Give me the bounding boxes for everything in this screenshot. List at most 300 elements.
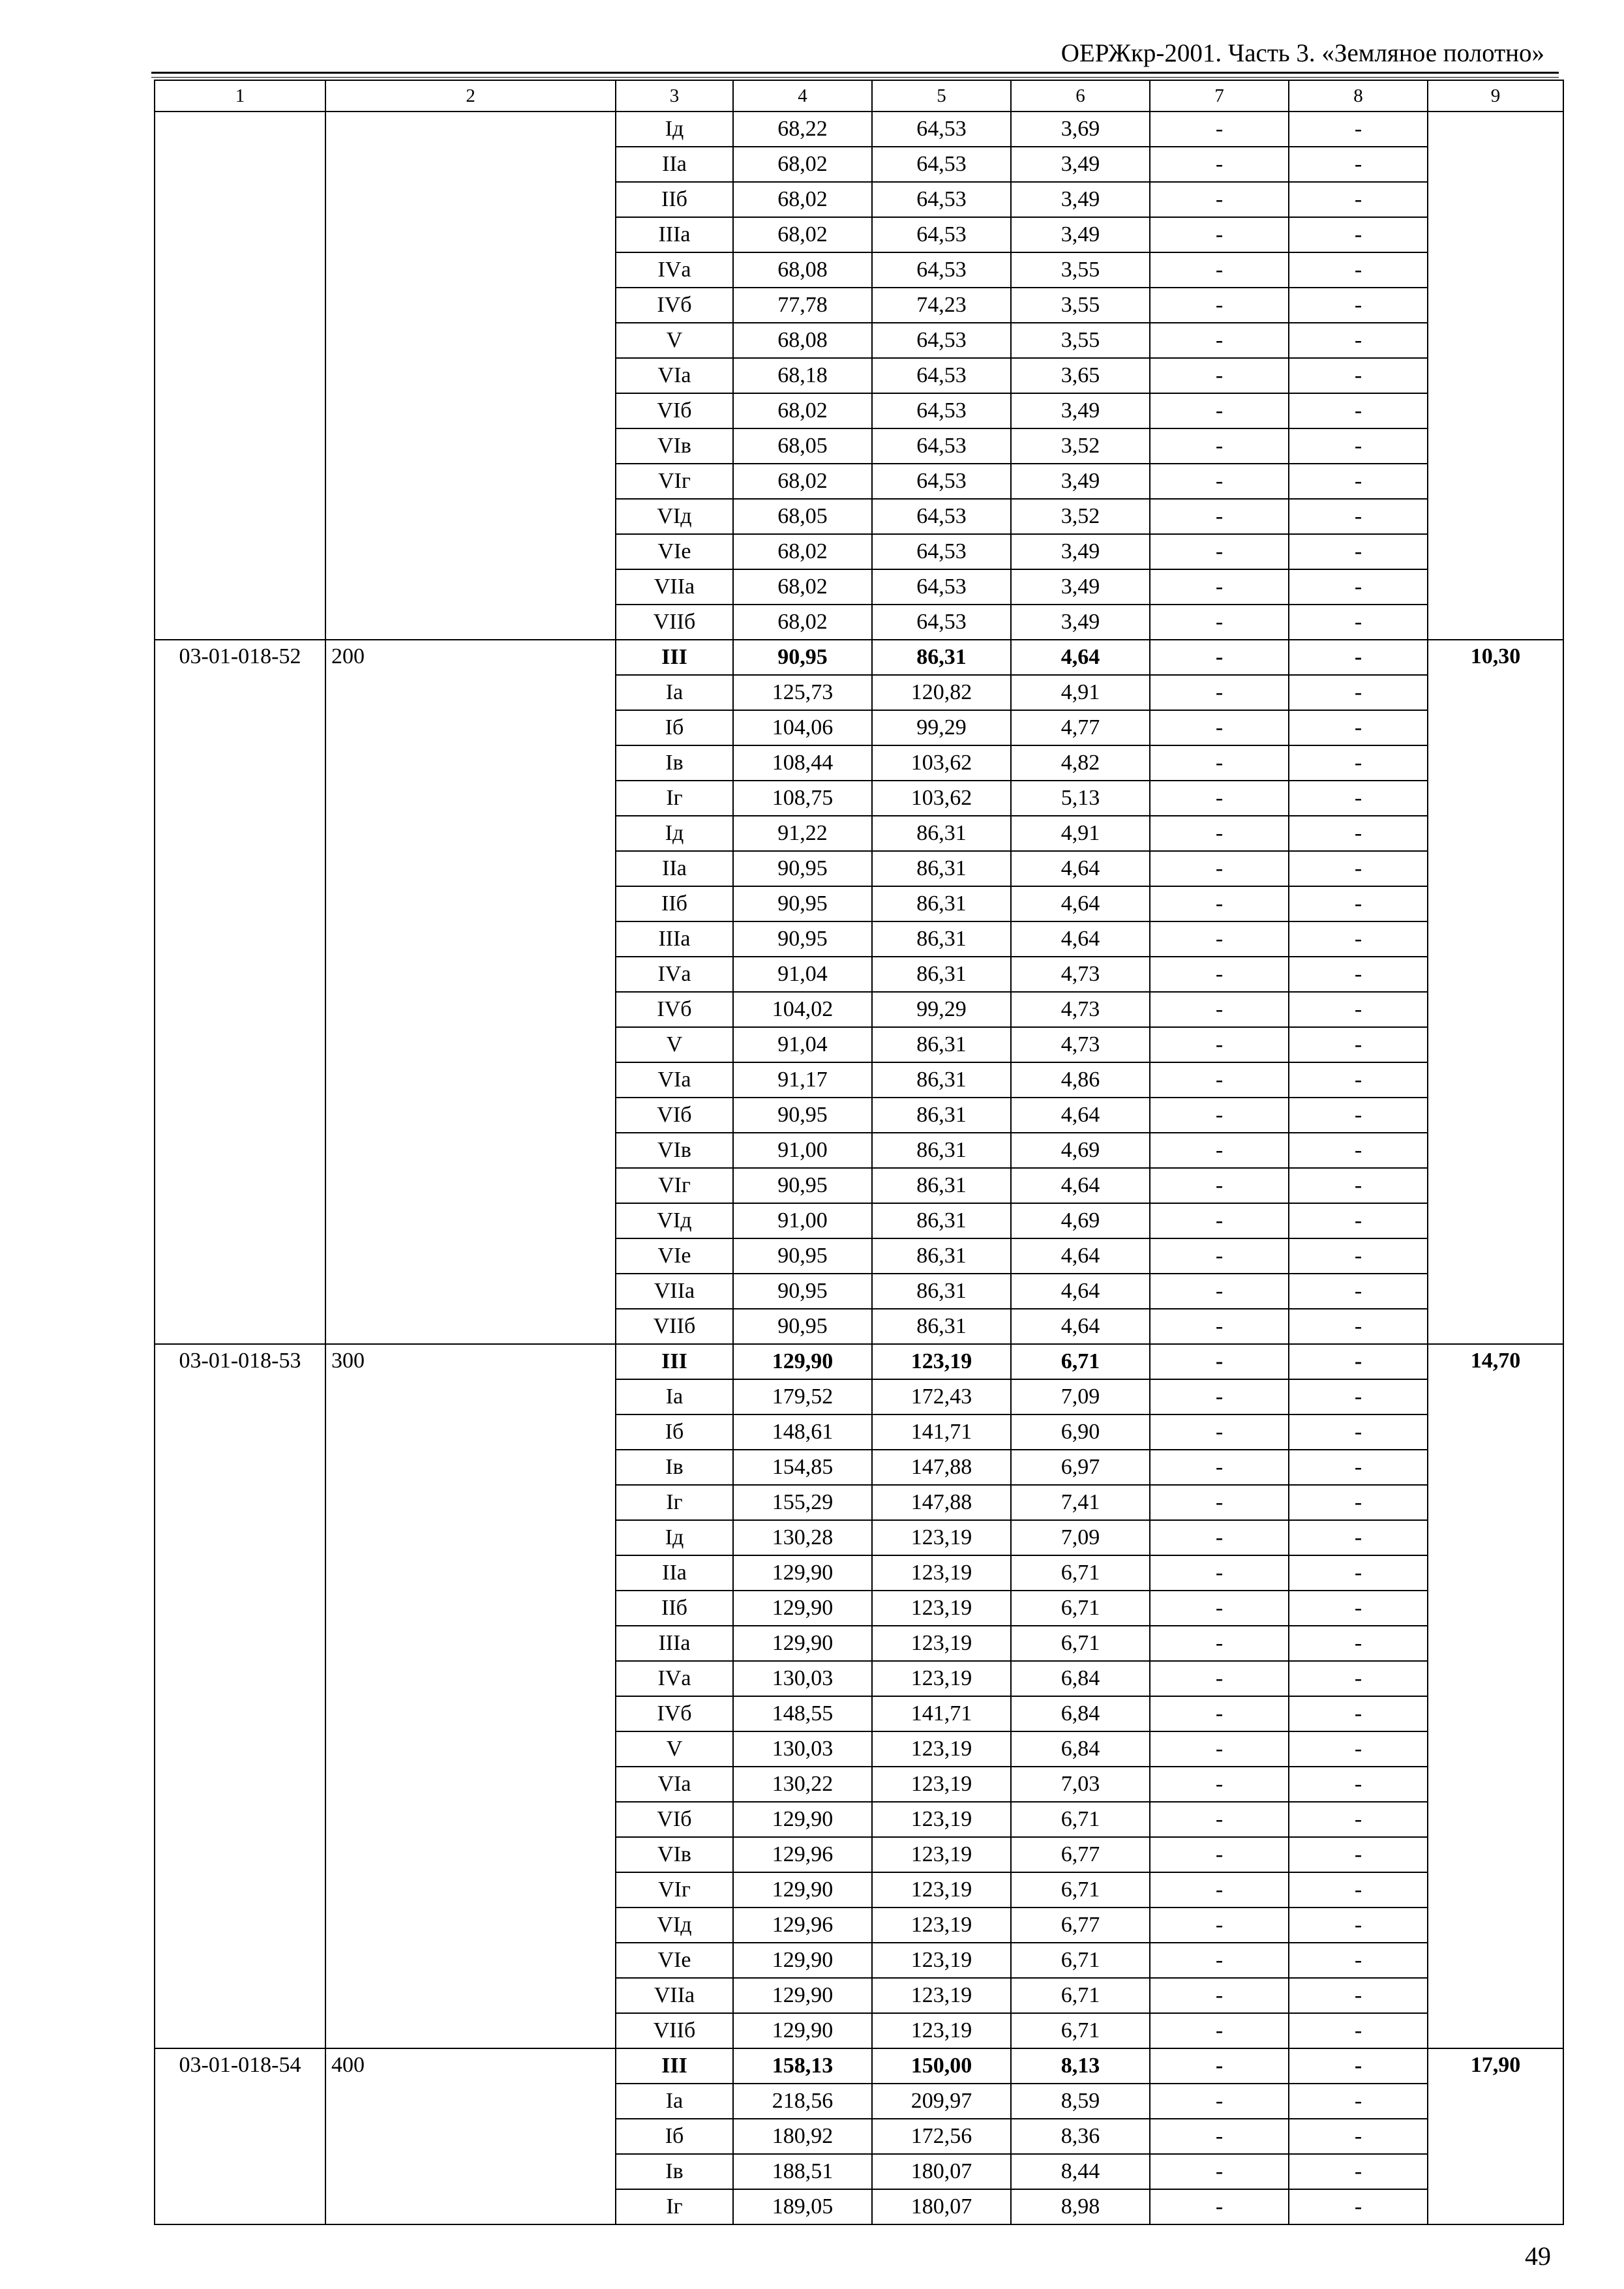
- table-cell: V: [616, 323, 733, 358]
- table-cell: -: [1289, 2084, 1428, 2119]
- table-cell: -: [1289, 323, 1428, 358]
- table-cell: VIг: [616, 1872, 733, 1908]
- header-rule-thick: [151, 72, 1559, 74]
- table-cell: -: [1150, 112, 1289, 147]
- table-cell: VIд: [616, 499, 733, 534]
- rates-table: [154, 80, 1564, 2225]
- table-cell: 108,75: [733, 781, 872, 816]
- table-cell: VIIа: [616, 569, 733, 605]
- table-cell: IIIа: [616, 217, 733, 252]
- table-cell: Iв: [616, 1450, 733, 1485]
- table-cell: -: [1150, 1344, 1289, 1379]
- table-cell: 129,90: [733, 1978, 872, 2013]
- table-cell: -: [1289, 640, 1428, 675]
- table-cell: -: [1289, 1203, 1428, 1238]
- table-cell: 4,64: [1011, 921, 1150, 957]
- table-cell: 68,08: [733, 252, 872, 288]
- table-cell: 179,52: [733, 1379, 872, 1414]
- table-cell: -: [1150, 499, 1289, 534]
- table-cell: -: [1289, 1872, 1428, 1908]
- table-cell: 6,97: [1011, 1450, 1150, 1485]
- table-cell: Iд: [616, 112, 733, 147]
- table-cell: 91,04: [733, 1027, 872, 1062]
- table-cell: 8,13: [1011, 2048, 1150, 2084]
- table-cell: 209,97: [872, 2084, 1011, 2119]
- table-cell: -: [1150, 358, 1289, 393]
- table-cell: VIг: [616, 1168, 733, 1203]
- table-cell: 68,02: [733, 534, 872, 569]
- table-cell: -: [1150, 393, 1289, 428]
- table-cell: 108,44: [733, 745, 872, 781]
- table-cell: -: [1150, 745, 1289, 781]
- table-cell: 4,77: [1011, 710, 1150, 745]
- table-cell: 123,19: [872, 1802, 1011, 1837]
- table-cell: -: [1289, 1767, 1428, 1802]
- table-cell: -: [1150, 1027, 1289, 1062]
- table-cell: -: [1289, 1238, 1428, 1274]
- table-cell: -: [1289, 147, 1428, 182]
- table-cell: Iб: [616, 710, 733, 745]
- table-cell: 130,03: [733, 1731, 872, 1767]
- table-cell: 90,95: [733, 1238, 872, 1274]
- table-cell: 172,43: [872, 1379, 1011, 1414]
- table-cell: 123,19: [872, 1908, 1011, 1943]
- table-cell: -: [1150, 2119, 1289, 2154]
- table-cell: 3,49: [1011, 393, 1150, 428]
- table-cell: -: [1150, 886, 1289, 921]
- table-cell: 64,53: [872, 393, 1011, 428]
- table-cell: 123,19: [872, 1872, 1011, 1908]
- table-cell: VIIб: [616, 1309, 733, 1344]
- total-cell: 17,90: [1428, 2048, 1563, 2224]
- table-cell: 3,49: [1011, 217, 1150, 252]
- table-cell: -: [1289, 781, 1428, 816]
- table-cell: 64,53: [872, 323, 1011, 358]
- table-cell: 4,64: [1011, 1309, 1150, 1344]
- table-cell: 68,02: [733, 393, 872, 428]
- table-cell: 123,19: [872, 1661, 1011, 1696]
- page-header-title: ОЕРЖкр-2001. Часть 3. «Земляное полотно»: [1060, 39, 1544, 67]
- table-cell: 123,19: [872, 1767, 1011, 1802]
- table-cell: -: [1289, 1168, 1428, 1203]
- table-cell: 90,95: [733, 1168, 872, 1203]
- table-cell: -: [1150, 1767, 1289, 1802]
- table-cell: 3,55: [1011, 252, 1150, 288]
- table-cell: IVб: [616, 288, 733, 323]
- table-cell: 86,31: [872, 886, 1011, 921]
- table-cell: 68,18: [733, 358, 872, 393]
- table-cell: -: [1289, 992, 1428, 1027]
- table-cell: 86,31: [872, 1027, 1011, 1062]
- table-cell: 86,31: [872, 851, 1011, 886]
- table-cell: IVа: [616, 1661, 733, 1696]
- table-cell: 86,31: [872, 1238, 1011, 1274]
- table-cell: 125,73: [733, 675, 872, 710]
- column-header: 9: [1428, 80, 1563, 112]
- table-cell: 68,02: [733, 605, 872, 640]
- table-cell: 3,52: [1011, 428, 1150, 464]
- table-cell: 6,71: [1011, 1943, 1150, 1978]
- table-cell: -: [1150, 252, 1289, 288]
- table-cell: IVа: [616, 252, 733, 288]
- table-cell: 123,19: [872, 1943, 1011, 1978]
- table-cell: -: [1150, 534, 1289, 569]
- table-cell: -: [1289, 816, 1428, 851]
- table-cell: 90,95: [733, 921, 872, 957]
- table-cell: -: [1150, 1872, 1289, 1908]
- table-cell: -: [1289, 217, 1428, 252]
- table-cell: 86,31: [872, 1203, 1011, 1238]
- table-cell: IVб: [616, 1696, 733, 1731]
- table-cell: -: [1150, 957, 1289, 992]
- table-cell: 6,71: [1011, 2013, 1150, 2048]
- table-cell: 6,90: [1011, 1414, 1150, 1450]
- table-cell: IIа: [616, 147, 733, 182]
- table-cell: -: [1150, 2189, 1289, 2224]
- table-cell: III: [616, 640, 733, 675]
- table-cell: -: [1289, 2119, 1428, 2154]
- table-cell: 77,78: [733, 288, 872, 323]
- table-cell: VIд: [616, 1908, 733, 1943]
- table-cell: VIа: [616, 1062, 733, 1098]
- table-cell: 129,90: [733, 1802, 872, 1837]
- table-cell: 64,53: [872, 569, 1011, 605]
- table-cell: Iд: [616, 816, 733, 851]
- table-cell: 130,03: [733, 1661, 872, 1696]
- table-cell: -: [1289, 1450, 1428, 1485]
- table-cell: -: [1150, 710, 1289, 745]
- table-cell: 86,31: [872, 1098, 1011, 1133]
- table-cell: 129,90: [733, 1943, 872, 1978]
- unit-cell: [325, 112, 616, 640]
- table-cell: 129,90: [733, 1591, 872, 1626]
- table-cell: -: [1150, 851, 1289, 886]
- table-cell: 180,92: [733, 2119, 872, 2154]
- table-cell: 68,22: [733, 112, 872, 147]
- header-rule-thin: [151, 77, 1559, 78]
- table-cell: 4,64: [1011, 1238, 1150, 1274]
- table-cell: 90,95: [733, 1309, 872, 1344]
- table-cell: 64,53: [872, 499, 1011, 534]
- table-cell: -: [1150, 182, 1289, 217]
- table-cell: 4,91: [1011, 816, 1150, 851]
- table-cell: -: [1289, 112, 1428, 147]
- table-body: [155, 112, 1563, 2224]
- table-cell: 99,29: [872, 992, 1011, 1027]
- table-cell: 3,49: [1011, 464, 1150, 499]
- table-cell: Iв: [616, 745, 733, 781]
- table-cell: 4,91: [1011, 675, 1150, 710]
- table-cell: -: [1150, 1238, 1289, 1274]
- column-header: 6: [1011, 80, 1150, 112]
- table-cell: 86,31: [872, 1133, 1011, 1168]
- table-cell: 123,19: [872, 1555, 1011, 1591]
- table-cell: -: [1289, 1485, 1428, 1520]
- table-cell: 123,19: [872, 1978, 1011, 2013]
- table-cell: 141,71: [872, 1696, 1011, 1731]
- table-cell: 3,69: [1011, 112, 1150, 147]
- column-header: 8: [1289, 80, 1428, 112]
- table-cell: 4,64: [1011, 1168, 1150, 1203]
- table-cell: VIв: [616, 1837, 733, 1872]
- table-cell: -: [1289, 288, 1428, 323]
- table-cell: 158,13: [733, 2048, 872, 2084]
- table-cell: 189,05: [733, 2189, 872, 2224]
- table-cell: 5,13: [1011, 781, 1150, 816]
- table-row: [155, 2048, 1563, 2084]
- table-cell: 4,64: [1011, 1098, 1150, 1133]
- table-cell: -: [1150, 428, 1289, 464]
- table-cell: -: [1150, 147, 1289, 182]
- table-cell: 6,84: [1011, 1661, 1150, 1696]
- table-cell: -: [1150, 1450, 1289, 1485]
- column-header: 4: [733, 80, 872, 112]
- table-cell: 218,56: [733, 2084, 872, 2119]
- table-cell: 6,71: [1011, 1872, 1150, 1908]
- table-cell: -: [1289, 1661, 1428, 1696]
- table-cell: -: [1150, 464, 1289, 499]
- table-cell: 64,53: [872, 428, 1011, 464]
- table-cell: 68,02: [733, 569, 872, 605]
- table-cell: 86,31: [872, 640, 1011, 675]
- table-cell: -: [1289, 1027, 1428, 1062]
- table-cell: -: [1150, 1943, 1289, 1978]
- table-cell: Iг: [616, 1485, 733, 1520]
- table-cell: -: [1289, 499, 1428, 534]
- table-cell: 68,02: [733, 147, 872, 182]
- table-cell: 103,62: [872, 781, 1011, 816]
- table-cell: -: [1150, 1485, 1289, 1520]
- table-cell: 180,07: [872, 2189, 1011, 2224]
- table-cell: -: [1289, 1520, 1428, 1555]
- table-cell: -: [1289, 1696, 1428, 1731]
- code-cell: [155, 112, 325, 640]
- table-cell: -: [1289, 1062, 1428, 1098]
- table-cell: -: [1289, 2048, 1428, 2084]
- table-cell: -: [1289, 252, 1428, 288]
- table-cell: 90,95: [733, 1274, 872, 1309]
- table-cell: VIв: [616, 428, 733, 464]
- table-cell: 123,19: [872, 1837, 1011, 1872]
- table-cell: -: [1150, 1379, 1289, 1414]
- table-cell: -: [1150, 1309, 1289, 1344]
- table-cell: 64,53: [872, 605, 1011, 640]
- table-cell: Iа: [616, 2084, 733, 2119]
- table-cell: 7,03: [1011, 1767, 1150, 1802]
- table-cell: 86,31: [872, 1168, 1011, 1203]
- table-cell: 130,28: [733, 1520, 872, 1555]
- table-cell: 68,05: [733, 499, 872, 534]
- table-cell: -: [1150, 217, 1289, 252]
- table-cell: 68,02: [733, 182, 872, 217]
- table-cell: 64,53: [872, 147, 1011, 182]
- table-cell: -: [1289, 1133, 1428, 1168]
- table-cell: -: [1289, 605, 1428, 640]
- table-row: [155, 640, 1563, 675]
- page-number: 49: [1525, 2241, 1551, 2271]
- table-cell: 104,02: [733, 992, 872, 1027]
- table-cell: -: [1289, 428, 1428, 464]
- table-cell: -: [1289, 1591, 1428, 1626]
- table-cell: VIе: [616, 1238, 733, 1274]
- table-cell: 129,90: [733, 1626, 872, 1661]
- table-cell: III: [616, 1344, 733, 1379]
- table-cell: -: [1150, 1591, 1289, 1626]
- table-cell: -: [1150, 1133, 1289, 1168]
- table-cell: 129,90: [733, 1555, 872, 1591]
- table-cell: VIв: [616, 1133, 733, 1168]
- column-header: 1: [155, 80, 325, 112]
- table-cell: -: [1150, 605, 1289, 640]
- table-cell: 86,31: [872, 1309, 1011, 1344]
- total-cell: 14,70: [1428, 1344, 1563, 2048]
- table-cell: -: [1289, 1414, 1428, 1450]
- table-cell: -: [1289, 1379, 1428, 1414]
- table-cell: 91,17: [733, 1062, 872, 1098]
- table-cell: 74,23: [872, 288, 1011, 323]
- table-cell: IIб: [616, 886, 733, 921]
- table-cell: 86,31: [872, 1274, 1011, 1309]
- table-cell: -: [1289, 957, 1428, 992]
- table-cell: VIб: [616, 393, 733, 428]
- table-cell: 123,19: [872, 1520, 1011, 1555]
- table-cell: VIб: [616, 1098, 733, 1133]
- table-cell: 64,53: [872, 182, 1011, 217]
- table-cell: -: [1289, 886, 1428, 921]
- table-cell: 64,53: [872, 358, 1011, 393]
- table-cell: -: [1289, 2013, 1428, 2048]
- table-cell: 6,77: [1011, 1908, 1150, 1943]
- table-cell: 123,19: [872, 2013, 1011, 2048]
- table-cell: III: [616, 2048, 733, 2084]
- table-cell: 6,71: [1011, 1591, 1150, 1626]
- table-cell: 141,71: [872, 1414, 1011, 1450]
- table-cell: -: [1150, 1908, 1289, 1943]
- table-cell: 86,31: [872, 1062, 1011, 1098]
- table-cell: -: [1150, 1274, 1289, 1309]
- table-cell: -: [1289, 851, 1428, 886]
- table-cell: 188,51: [733, 2154, 872, 2189]
- total-cell: 10,30: [1428, 640, 1563, 1344]
- column-header: 3: [616, 80, 733, 112]
- table-cell: 3,52: [1011, 499, 1150, 534]
- table-cell: 91,22: [733, 816, 872, 851]
- table-cell: V: [616, 1027, 733, 1062]
- table-cell: -: [1289, 182, 1428, 217]
- table-cell: 90,95: [733, 1098, 872, 1133]
- table-cell: 91,00: [733, 1203, 872, 1238]
- unit-cell: 200: [325, 640, 616, 1344]
- table-cell: -: [1289, 1978, 1428, 2013]
- table-cell: -: [1150, 1098, 1289, 1133]
- table-cell: VIIа: [616, 1274, 733, 1309]
- table-cell: 6,77: [1011, 1837, 1150, 1872]
- table-cell: Iб: [616, 1414, 733, 1450]
- table-cell: V: [616, 1731, 733, 1767]
- table-cell: 6,71: [1011, 1555, 1150, 1591]
- table-cell: IVа: [616, 957, 733, 992]
- table-cell: -: [1289, 710, 1428, 745]
- table-cell: -: [1289, 1626, 1428, 1661]
- table-cell: -: [1289, 1802, 1428, 1837]
- table-cell: 86,31: [872, 921, 1011, 957]
- table-cell: 64,53: [872, 252, 1011, 288]
- table-cell: Iа: [616, 1379, 733, 1414]
- table-cell: -: [1289, 1731, 1428, 1767]
- table-cell: VIа: [616, 1767, 733, 1802]
- table-cell: 90,95: [733, 851, 872, 886]
- table-cell: -: [1150, 323, 1289, 358]
- table-cell: 129,90: [733, 2013, 872, 2048]
- table-cell: -: [1150, 2048, 1289, 2084]
- table-cell: 3,65: [1011, 358, 1150, 393]
- table-row: [155, 1344, 1563, 1379]
- table-cell: 7,41: [1011, 1485, 1150, 1520]
- code-cell: 03-01-018-52: [155, 640, 325, 1344]
- table-cell: 148,61: [733, 1414, 872, 1450]
- table-cell: 147,88: [872, 1450, 1011, 1485]
- table-cell: 64,53: [872, 464, 1011, 499]
- table-cell: -: [1289, 1309, 1428, 1344]
- table-cell: -: [1289, 2189, 1428, 2224]
- table-cell: 6,71: [1011, 1626, 1150, 1661]
- table-cell: Iа: [616, 675, 733, 710]
- table-header: [155, 80, 1563, 112]
- table-cell: 129,96: [733, 1908, 872, 1943]
- table-cell: IVб: [616, 992, 733, 1027]
- table-cell: 129,90: [733, 1872, 872, 1908]
- column-header: 5: [872, 80, 1011, 112]
- table-cell: 6,71: [1011, 1802, 1150, 1837]
- table-cell: -: [1289, 921, 1428, 957]
- table-cell: IIа: [616, 1555, 733, 1591]
- table-cell: 129,90: [733, 1344, 872, 1379]
- table-cell: VIд: [616, 1203, 733, 1238]
- table-cell: 150,00: [872, 2048, 1011, 2084]
- table-cell: 129,96: [733, 1837, 872, 1872]
- table-cell: -: [1289, 1274, 1428, 1309]
- table-cell: 4,64: [1011, 851, 1150, 886]
- table-cell: 148,55: [733, 1696, 872, 1731]
- table-cell: -: [1150, 1626, 1289, 1661]
- table-cell: -: [1150, 1731, 1289, 1767]
- table-cell: 86,31: [872, 816, 1011, 851]
- table-cell: 4,64: [1011, 1274, 1150, 1309]
- table-cell: IIIа: [616, 1626, 733, 1661]
- table-cell: Iд: [616, 1520, 733, 1555]
- table-cell: 64,53: [872, 217, 1011, 252]
- table-cell: -: [1150, 569, 1289, 605]
- table-cell: 4,73: [1011, 992, 1150, 1027]
- table-cell: 68,02: [733, 464, 872, 499]
- table-cell: VIб: [616, 1802, 733, 1837]
- table-cell: 4,69: [1011, 1133, 1150, 1168]
- table-cell: VIIа: [616, 1978, 733, 2013]
- table-cell: 120,82: [872, 675, 1011, 710]
- table-cell: -: [1150, 1555, 1289, 1591]
- table-row: [155, 112, 1563, 147]
- table-cell: Iв: [616, 2154, 733, 2189]
- table-cell: 3,49: [1011, 147, 1150, 182]
- table-cell: 123,19: [872, 1731, 1011, 1767]
- table-cell: 86,31: [872, 957, 1011, 992]
- table-cell: -: [1150, 781, 1289, 816]
- table-cell: -: [1150, 1414, 1289, 1450]
- table-cell: 8,59: [1011, 2084, 1150, 2119]
- table-cell: 155,29: [733, 1485, 872, 1520]
- column-header: 7: [1150, 80, 1289, 112]
- table-cell: Iг: [616, 781, 733, 816]
